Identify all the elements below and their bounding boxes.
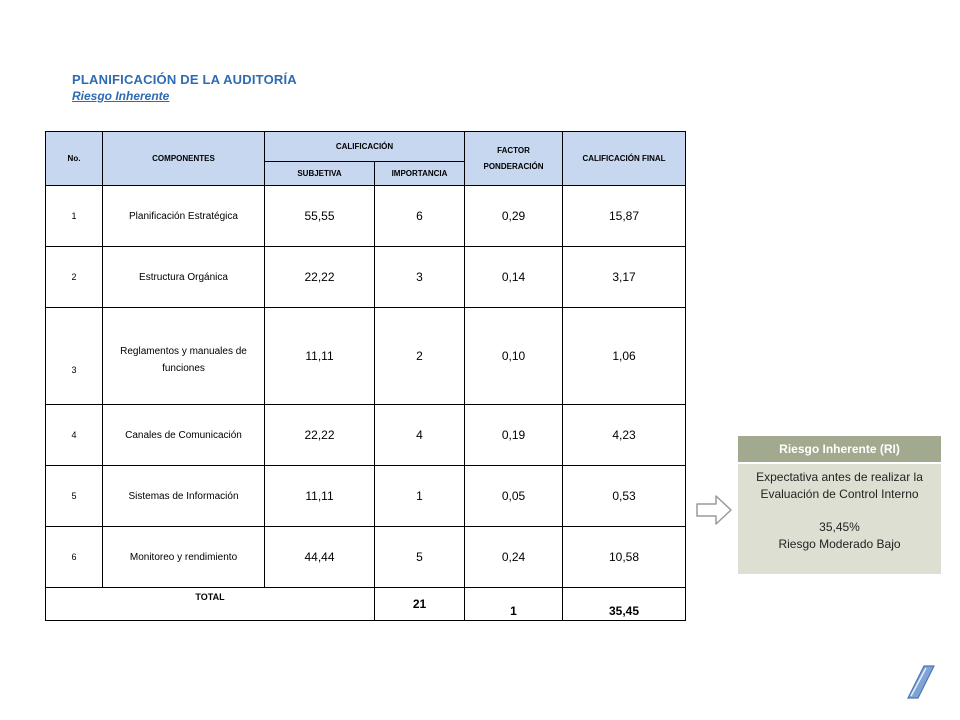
panel-title: Riesgo Inherente (RI): [738, 436, 941, 462]
page-subtitle: Riesgo Inherente: [72, 89, 170, 103]
panel-level: Riesgo Moderado Bajo: [778, 537, 901, 551]
header-calificacion: CALIFICACIÓN: [265, 132, 465, 162]
risk-summary-panel: [738, 464, 941, 574]
header-final: CALIFICACIÓN FINAL: [563, 132, 686, 186]
cell-subjetiva: 22,22: [265, 405, 375, 466]
table-row: [46, 308, 686, 405]
total-label: TOTAL: [46, 588, 375, 621]
cell-no: 5: [46, 466, 103, 527]
panel-value: 35,45%: [819, 520, 860, 534]
page-title: PLANIFICACIÓN DE LA AUDITORÍA: [72, 72, 297, 87]
table-row: [46, 466, 686, 527]
total-row: [46, 588, 686, 621]
total-factor: 1: [465, 588, 563, 621]
cell-no: 6: [46, 527, 103, 588]
cell-componente: Monitoreo y rendimiento: [103, 527, 265, 588]
cell-final: 10,58: [563, 527, 686, 588]
table-row: [46, 405, 686, 466]
total-importancia: 21: [375, 588, 465, 621]
panel-description: Expectativa antes de realizar la Evaluación de Control Interno: [756, 470, 923, 501]
cell-no: 2: [46, 247, 103, 308]
cell-final: 0,53: [563, 466, 686, 527]
cell-importancia: 3: [375, 247, 465, 308]
cell-final: 3,17: [563, 247, 686, 308]
cell-importancia: 2: [375, 308, 465, 405]
cell-componente: Sistemas de Información: [103, 466, 265, 527]
cell-importancia: 6: [375, 186, 465, 247]
table-row: [46, 247, 686, 308]
cell-factor: 0,29: [465, 186, 563, 247]
cell-componente: Planificación Estratégica: [103, 186, 265, 247]
header-no: No.: [46, 132, 103, 186]
cell-importancia: 5: [375, 527, 465, 588]
cell-subjetiva: 44,44: [265, 527, 375, 588]
inherent-risk-table: [45, 131, 686, 621]
header-subjetiva: SUBJETIVA: [265, 162, 375, 186]
cell-importancia: 4: [375, 405, 465, 466]
cell-factor: 0,14: [465, 247, 563, 308]
cell-componente: Estructura Orgánica: [103, 247, 265, 308]
cell-no: 1: [46, 186, 103, 247]
header-factor: FACTOR PONDERACIÓN: [465, 132, 563, 186]
cell-factor: 0,10: [465, 308, 563, 405]
cell-subjetiva: 22,22: [265, 247, 375, 308]
cell-final: 1,06: [563, 308, 686, 405]
cell-subjetiva: 55,55: [265, 186, 375, 247]
cell-factor: 0,05: [465, 466, 563, 527]
header-importancia: IMPORTANCIA: [375, 162, 465, 186]
cell-no: 4: [46, 405, 103, 466]
cell-final: 4,23: [563, 405, 686, 466]
cell-componente: Reglamentos y manuales de funciones: [103, 308, 265, 405]
header-componentes: COMPONENTES: [103, 132, 265, 186]
cell-subjetiva: 11,11: [265, 466, 375, 527]
total-final: 35,45: [563, 588, 686, 621]
cell-final: 15,87: [563, 186, 686, 247]
cell-factor: 0,24: [465, 527, 563, 588]
table-row: [46, 186, 686, 247]
cell-factor: 0,19: [465, 405, 563, 466]
table-row: [46, 527, 686, 588]
cell-importancia: 1: [375, 466, 465, 527]
right-arrow-icon: [696, 495, 732, 525]
cell-subjetiva: 11,11: [265, 308, 375, 405]
slash-decoration-icon: [906, 664, 936, 700]
cell-componente: Canales de Comunicación: [103, 405, 265, 466]
cell-no: 3: [46, 308, 103, 405]
